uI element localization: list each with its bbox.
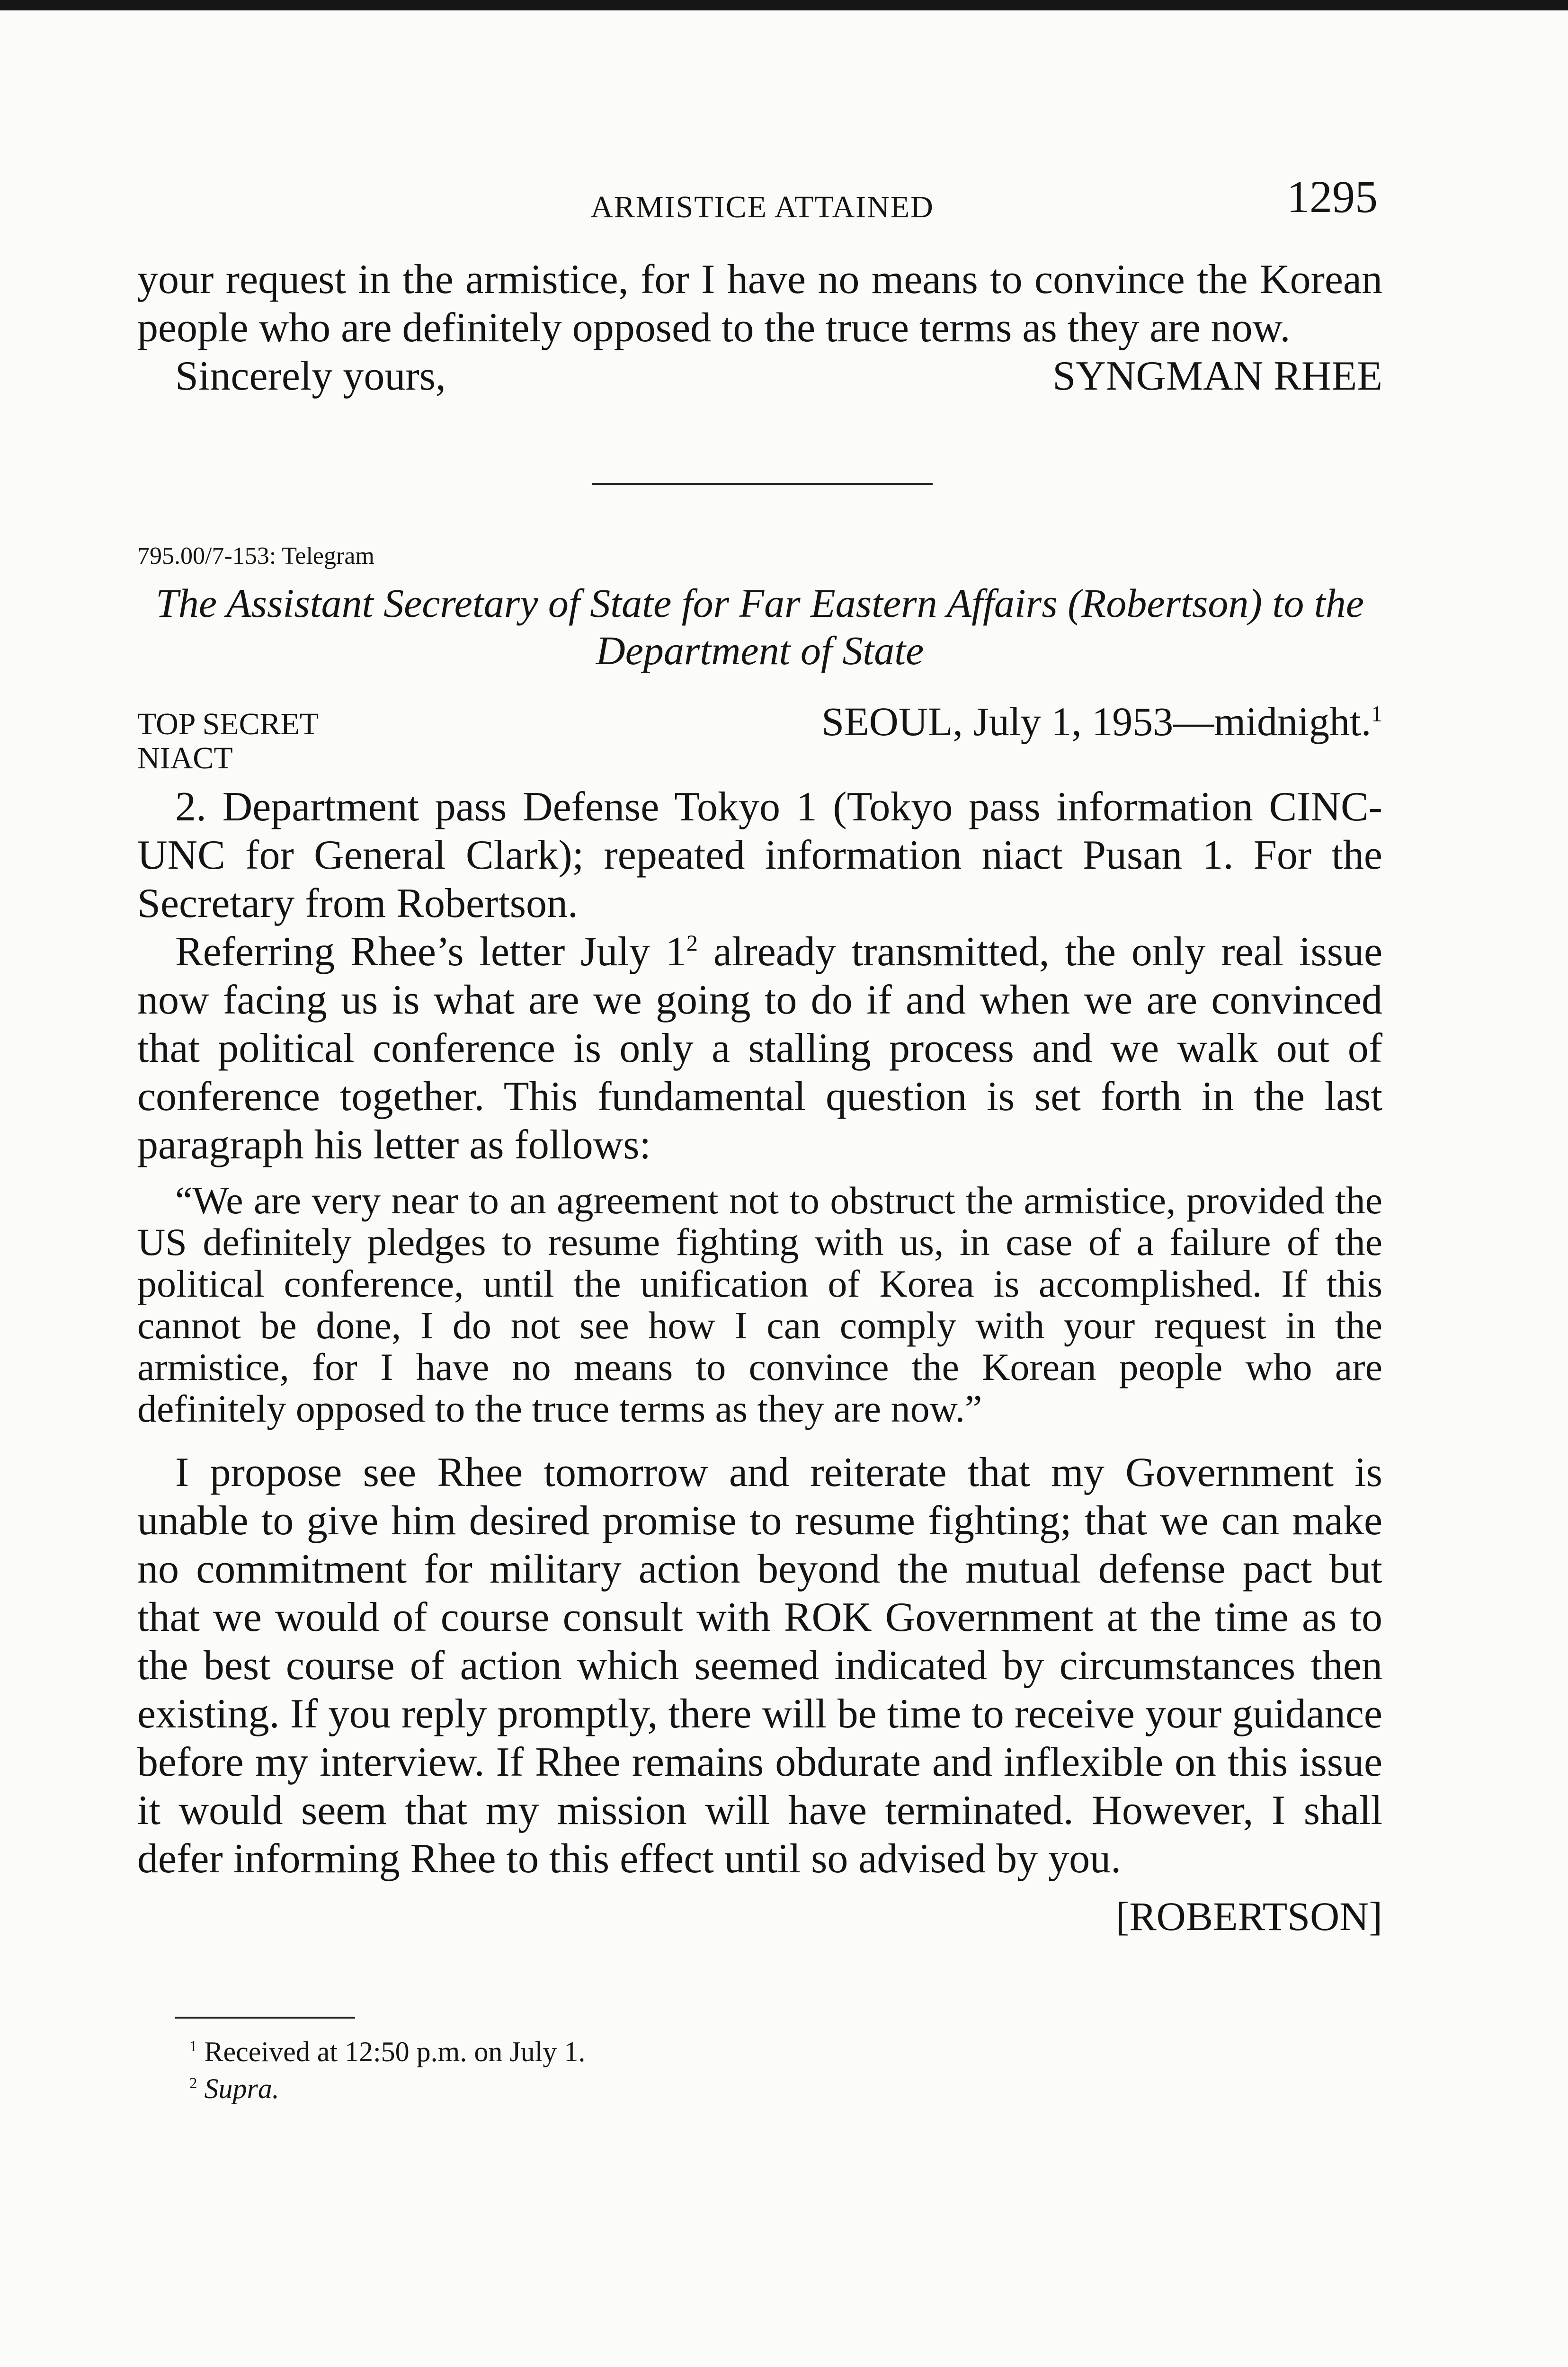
- telegram-meta-row: [137, 698, 1382, 744]
- page-header: [137, 170, 1387, 237]
- section-divider: [592, 483, 933, 485]
- paragraph-2: [137, 928, 1382, 1169]
- file-reference: 795.00/7-153: Telegram: [137, 543, 374, 570]
- classification: TOP SECRET: [137, 707, 319, 741]
- previous-letter-signature: SYNGMAN RHEE: [1052, 353, 1382, 399]
- previous-letter-closing: [137, 352, 1382, 404]
- telegram: [137, 542, 1382, 1940]
- paragraph-2-rest: already transmitted, the only real issue now facing us is what are we going to do if and when we are convinced that political conference is only a stalling process and we walk out of conference together. This fundamental question is set forth in the last paragraph his letter as follows:: [137, 929, 1383, 1168]
- footnotes: [189, 2033, 585, 2107]
- footnote-1-marker: 1: [189, 2038, 197, 2055]
- telegram-signature: [ROBERTSON]: [1115, 1894, 1382, 1939]
- footnote-divider: [175, 2017, 355, 2019]
- page-number: 1295: [1287, 171, 1378, 222]
- paragraph-2-start: Referring Rhee’s letter July 1: [175, 929, 686, 975]
- paragraph-1: 2. Department pass Defense Tokyo 1 (Tokyo pass information CINC-UNC for General Clark); repeated information niact Pusan 1. For the Secretary from Robertson.: [137, 784, 1382, 926]
- complimentary-close: Sincerely yours,: [175, 353, 446, 399]
- dateline: [821, 698, 1382, 745]
- footnote-2-marker: 2: [189, 2075, 197, 2092]
- previous-letter: [137, 256, 1382, 404]
- running-head: ARMISTICE ATTAINED: [590, 190, 934, 224]
- document-title-line-1: The Assistant Secretary of State for Far Eastern Affairs (Robertson) to the: [156, 580, 1364, 626]
- rhee-quotation: “We are very near to an agreement not to obstruct the armistice, provided the US definitely pledges to resume fighting with us, in case of a failure of the political conference, until the unification of Korea is accomplished. If this cannot be done, I do not see how I can comply with your request in the armistice, for I have no means to convince the Korean people who are definitely opposed to the truce terms as they are now.”: [137, 1179, 1382, 1430]
- scan-top-border: [0, 0, 1568, 10]
- footnote-2-text: Supra.: [204, 2073, 279, 2104]
- previous-letter-closing-paragraph: your request in the armistice, for I have no means to convince the Korean people who are definitely opposed to the truce terms as they are now.: [137, 257, 1382, 351]
- footnote-ref-1: 1: [1371, 702, 1382, 727]
- dateline-date: July 1, 1953—midnight.: [973, 699, 1372, 744]
- dateline-place: SEOUL,: [821, 699, 963, 744]
- document-title-line-2: Department of State: [596, 628, 924, 673]
- footnote-2: [189, 2070, 585, 2107]
- footnote-1-text: Received at 12:50 p.m. on July 1.: [204, 2036, 586, 2067]
- paragraph-3: I propose see Rhee tomorrow and reiterate that my Government is unable to give him desired promise to resume fighting; that we can make no commitment for military action beyond the mutual defense pact but that we would of course consult with ROK Government at the time as to the best course of action which seemed indicated by circumstances then existing. If you reply promptly, there will be time to receive your guidance before my interview. If Rhee remains obdurate and inflexible on this issue it would seem that my mission will have terminated. However, I shall defer informing Rhee to this effect until so advised by you.: [137, 1450, 1382, 1882]
- footnote-1: [189, 2033, 585, 2070]
- footnote-ref-2: 2: [686, 931, 698, 956]
- precedence: NIACT: [137, 741, 233, 775]
